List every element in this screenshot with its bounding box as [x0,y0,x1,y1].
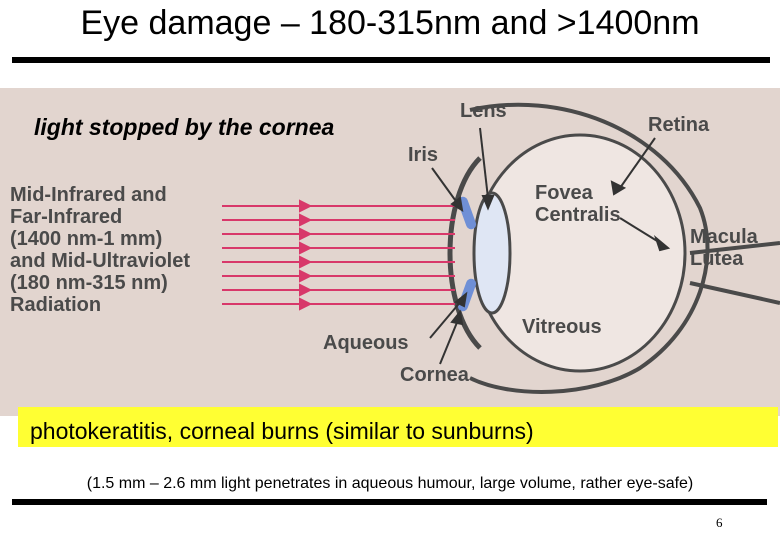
label-iris: Iris [408,144,439,166]
lens-shape [474,193,510,313]
slide-title: Eye damage – 180-315nm and >1400nm [80,4,700,42]
lens-pointer [480,128,488,198]
penetration-note: (1.5 mm – 2.6 mm light penetrates in aqueous humour, large volume, rather eye-safe) [86,475,694,492]
label-lens: Lens [460,100,507,122]
stopped-by-cornea-caption: light stopped by the cornea [34,114,335,140]
label-macula: Macula Lutea [690,226,758,270]
footer-divider [12,499,767,505]
cornea-pointer [440,320,458,364]
iris-pointer [432,168,458,204]
label-cornea: Cornea [400,364,469,386]
label-aqueous: Aqueous [323,332,409,354]
title-divider [12,57,770,63]
radiation-arrows [222,201,455,309]
label-vitreous: Vitreous [522,316,602,338]
page-number: 6 [716,515,723,530]
effect-text: photokeratitis, corneal burns (similar to sunburns) [30,418,534,444]
label-fovea: Fovea Centralis [535,182,621,226]
iris-lower [456,277,477,312]
radiation-label: Mid-Infrared and Far-Infrared (1400 nm-1 mm) and Mid-Ultraviolet (180 nm-315 nm) Radiation [10,184,191,316]
label-retina: Retina [648,114,710,136]
